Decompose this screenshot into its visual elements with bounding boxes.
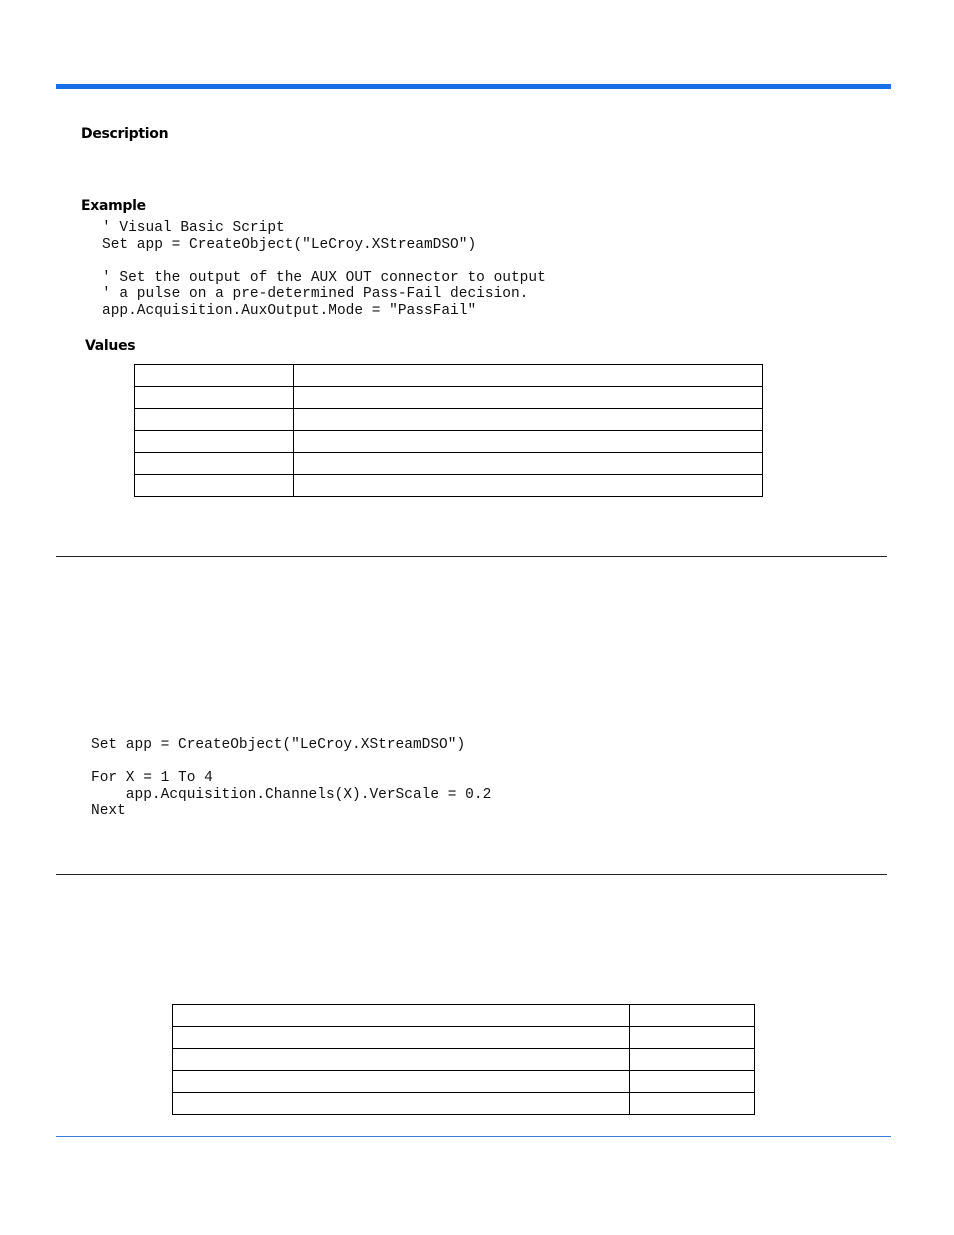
- table-cell: [173, 1049, 630, 1071]
- section-divider: [56, 874, 887, 875]
- table-row: [173, 1071, 755, 1093]
- header-rule: [56, 84, 891, 89]
- table-row: [135, 387, 763, 409]
- example-heading: Example: [81, 198, 146, 214]
- table-row: [135, 475, 763, 497]
- table-cell: [630, 1049, 755, 1071]
- table-cell: [293, 365, 762, 387]
- table-cell: [135, 431, 294, 453]
- table-cell: [630, 1071, 755, 1093]
- table-cell: [293, 475, 762, 497]
- values-heading: Values: [85, 338, 136, 354]
- table-row: [135, 453, 763, 475]
- second-table: [172, 1004, 755, 1115]
- table-row: [173, 1049, 755, 1071]
- table-cell: [630, 1093, 755, 1115]
- table-row: [173, 1093, 755, 1115]
- table-cell: [173, 1071, 630, 1093]
- table-cell: [293, 409, 762, 431]
- table-cell: [173, 1093, 630, 1115]
- example-code-block: ' Visual Basic Script Set app = CreateObject("LeCroy.XStreamDSO") ' Set the output of the AUX OUT connector to output ' a pulse on a pre-determined Pass-Fail decision. app.Acquisition.AuxOutput.Mode = "PassFail": [102, 220, 546, 319]
- table-cell: [135, 387, 294, 409]
- table-cell: [293, 431, 762, 453]
- table-cell: [135, 365, 294, 387]
- table-cell: [630, 1027, 755, 1049]
- channel-loop-code-block: Set app = CreateObject("LeCroy.XStreamDSO") For X = 1 To 4 app.Acquisition.Channels(X).VerScale = 0.2 Next: [91, 737, 492, 819]
- table-cell: [293, 387, 762, 409]
- table-row: [135, 365, 763, 387]
- table-cell: [135, 409, 294, 431]
- table-cell: [135, 475, 294, 497]
- table-cell: [135, 453, 294, 475]
- description-heading: Description: [81, 126, 169, 142]
- table-row: [173, 1027, 755, 1049]
- table-cell: [630, 1005, 755, 1027]
- table-cell: [173, 1027, 630, 1049]
- table-row: [173, 1005, 755, 1027]
- table-row: [135, 409, 763, 431]
- values-table: [134, 364, 763, 497]
- table-row: [135, 431, 763, 453]
- footer-rule: [56, 1136, 891, 1137]
- table-cell: [293, 453, 762, 475]
- table-cell: [173, 1005, 630, 1027]
- section-divider: [56, 556, 887, 557]
